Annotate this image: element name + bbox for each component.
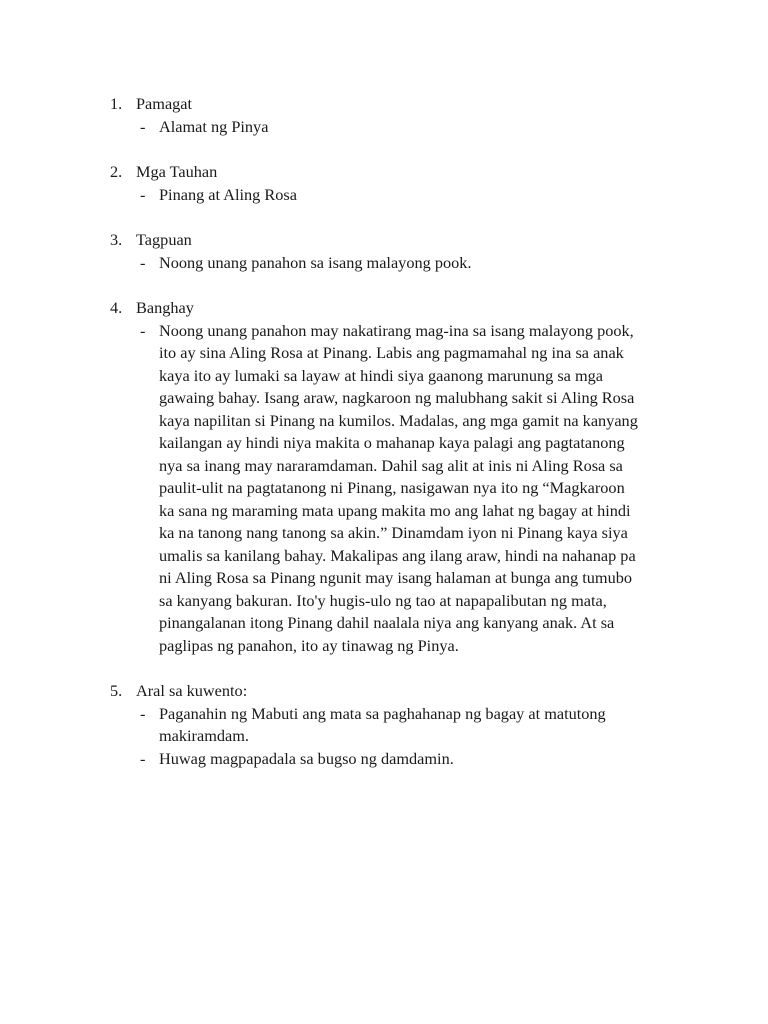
text-line: kailangan ay hindi niya makita o mahanap kaya palagi ang pagtatanong <box>159 433 625 452</box>
bullet-item <box>110 252 680 275</box>
text-line: Noong unang panahon may nakatirang mag-ina sa isang malayong pook, <box>159 320 634 340</box>
bullet-list <box>110 252 680 275</box>
text-line: ka sana ng maraming mata upang makita mo ang lahat ng bagay at hindi <box>159 500 631 520</box>
text-line: ni Aling Rosa sa Pinang ngunit may isang halaman at bunga ang tumubo <box>159 568 632 587</box>
text-line: ito ay sina Aling Rosa at Pinang. Labis ang pagmamahal ng ina sa anak <box>159 343 624 362</box>
section-heading <box>110 161 680 184</box>
bullet-list <box>110 184 680 207</box>
bullet-text <box>159 703 679 748</box>
dash-marker: - <box>140 320 146 340</box>
text-line: paglipas ng panahon, ito ay tinawag ng Pinya. <box>159 635 459 655</box>
text-line: kaya napilitan si Pinang na kumilos. Madalas, ang mga gamit na kanyang <box>159 410 638 430</box>
section-number: 3. <box>110 230 123 249</box>
dash-marker: - <box>140 252 146 272</box>
bullet-item <box>110 748 680 771</box>
bullet-item <box>110 320 680 658</box>
section-banghay <box>110 297 680 657</box>
text-line: makiramdam. <box>159 726 249 745</box>
section-heading <box>110 297 680 320</box>
bullet-list <box>110 320 680 658</box>
text-line: Noong unang panahon sa isang malayong pook. <box>159 252 472 272</box>
bullet-item <box>110 116 680 139</box>
text-line: ka na tanong nang tanong sa akin.” Dinamdam iyon ni Pinang kaya siya <box>159 523 628 542</box>
text-line: kaya ito ay lumaki sa layaw at hindi siya gaanong marunung sa mga <box>159 365 603 385</box>
section-title: Pamagat <box>136 94 193 113</box>
bullet-text <box>159 320 679 658</box>
dash-marker: - <box>140 116 146 136</box>
dash-marker: - <box>140 184 146 204</box>
bullet-item <box>110 703 680 748</box>
bullet-list <box>110 116 680 139</box>
section-pamagat <box>110 93 680 138</box>
section-title: Mga Tauhan <box>136 162 218 181</box>
document-body <box>110 93 680 793</box>
section-number: 2. <box>110 162 123 181</box>
text-line: umalis sa kanilang bahay. Makalipas ang ilang araw, hindi na nahanap pa <box>159 545 636 565</box>
text-line: Paganahin ng Mabuti ang mata sa paghahanap ng bagay at matutong <box>159 703 606 723</box>
bullet-list <box>110 703 680 771</box>
text-line: Alamat ng Pinya <box>159 116 269 136</box>
section-number: 1. <box>110 94 123 113</box>
section-number: 5. <box>110 681 123 700</box>
bullet-text <box>159 184 679 207</box>
section-title: Tagpuan <box>136 230 192 249</box>
bullet-text <box>159 116 679 139</box>
section-aral <box>110 680 680 770</box>
section-title: Aral sa kuwento: <box>136 681 248 700</box>
section-heading <box>110 680 680 703</box>
section-tagpuan <box>110 229 680 274</box>
text-line: gawaing bahay. Isang araw, nagkaroon ng malubhang sakit si Aling Rosa <box>159 388 635 407</box>
bullet-text <box>159 252 679 275</box>
section-mga-tauhan <box>110 161 680 206</box>
dash-marker: - <box>140 748 146 768</box>
text-line: sa kanyang bakuran. Ito'y hugis-ulo ng tao at napapalibutan ng mata, <box>159 590 607 610</box>
dash-marker: - <box>140 703 146 723</box>
section-heading <box>110 93 680 116</box>
text-line: nya sa inang may nararamdaman. Dahil sag alit at inis ni Aling Rosa sa <box>159 455 623 475</box>
section-heading <box>110 229 680 252</box>
bullet-item <box>110 184 680 207</box>
section-title: Banghay <box>136 298 194 317</box>
text-line: pinangalanan itong Pinang dahil naalala niya ang kanyang anak. At sa <box>159 613 615 632</box>
text-line: Huwag magpapadala sa bugso ng damdamin. <box>159 748 454 768</box>
section-number: 4. <box>110 298 123 317</box>
text-line: paulit-ulit na pagtatanong ni Pinang, nasigawan nya ito ng “Magkaroon <box>159 478 625 497</box>
text-line: Pinang at Aling Rosa <box>159 184 297 204</box>
bullet-text <box>159 748 679 771</box>
